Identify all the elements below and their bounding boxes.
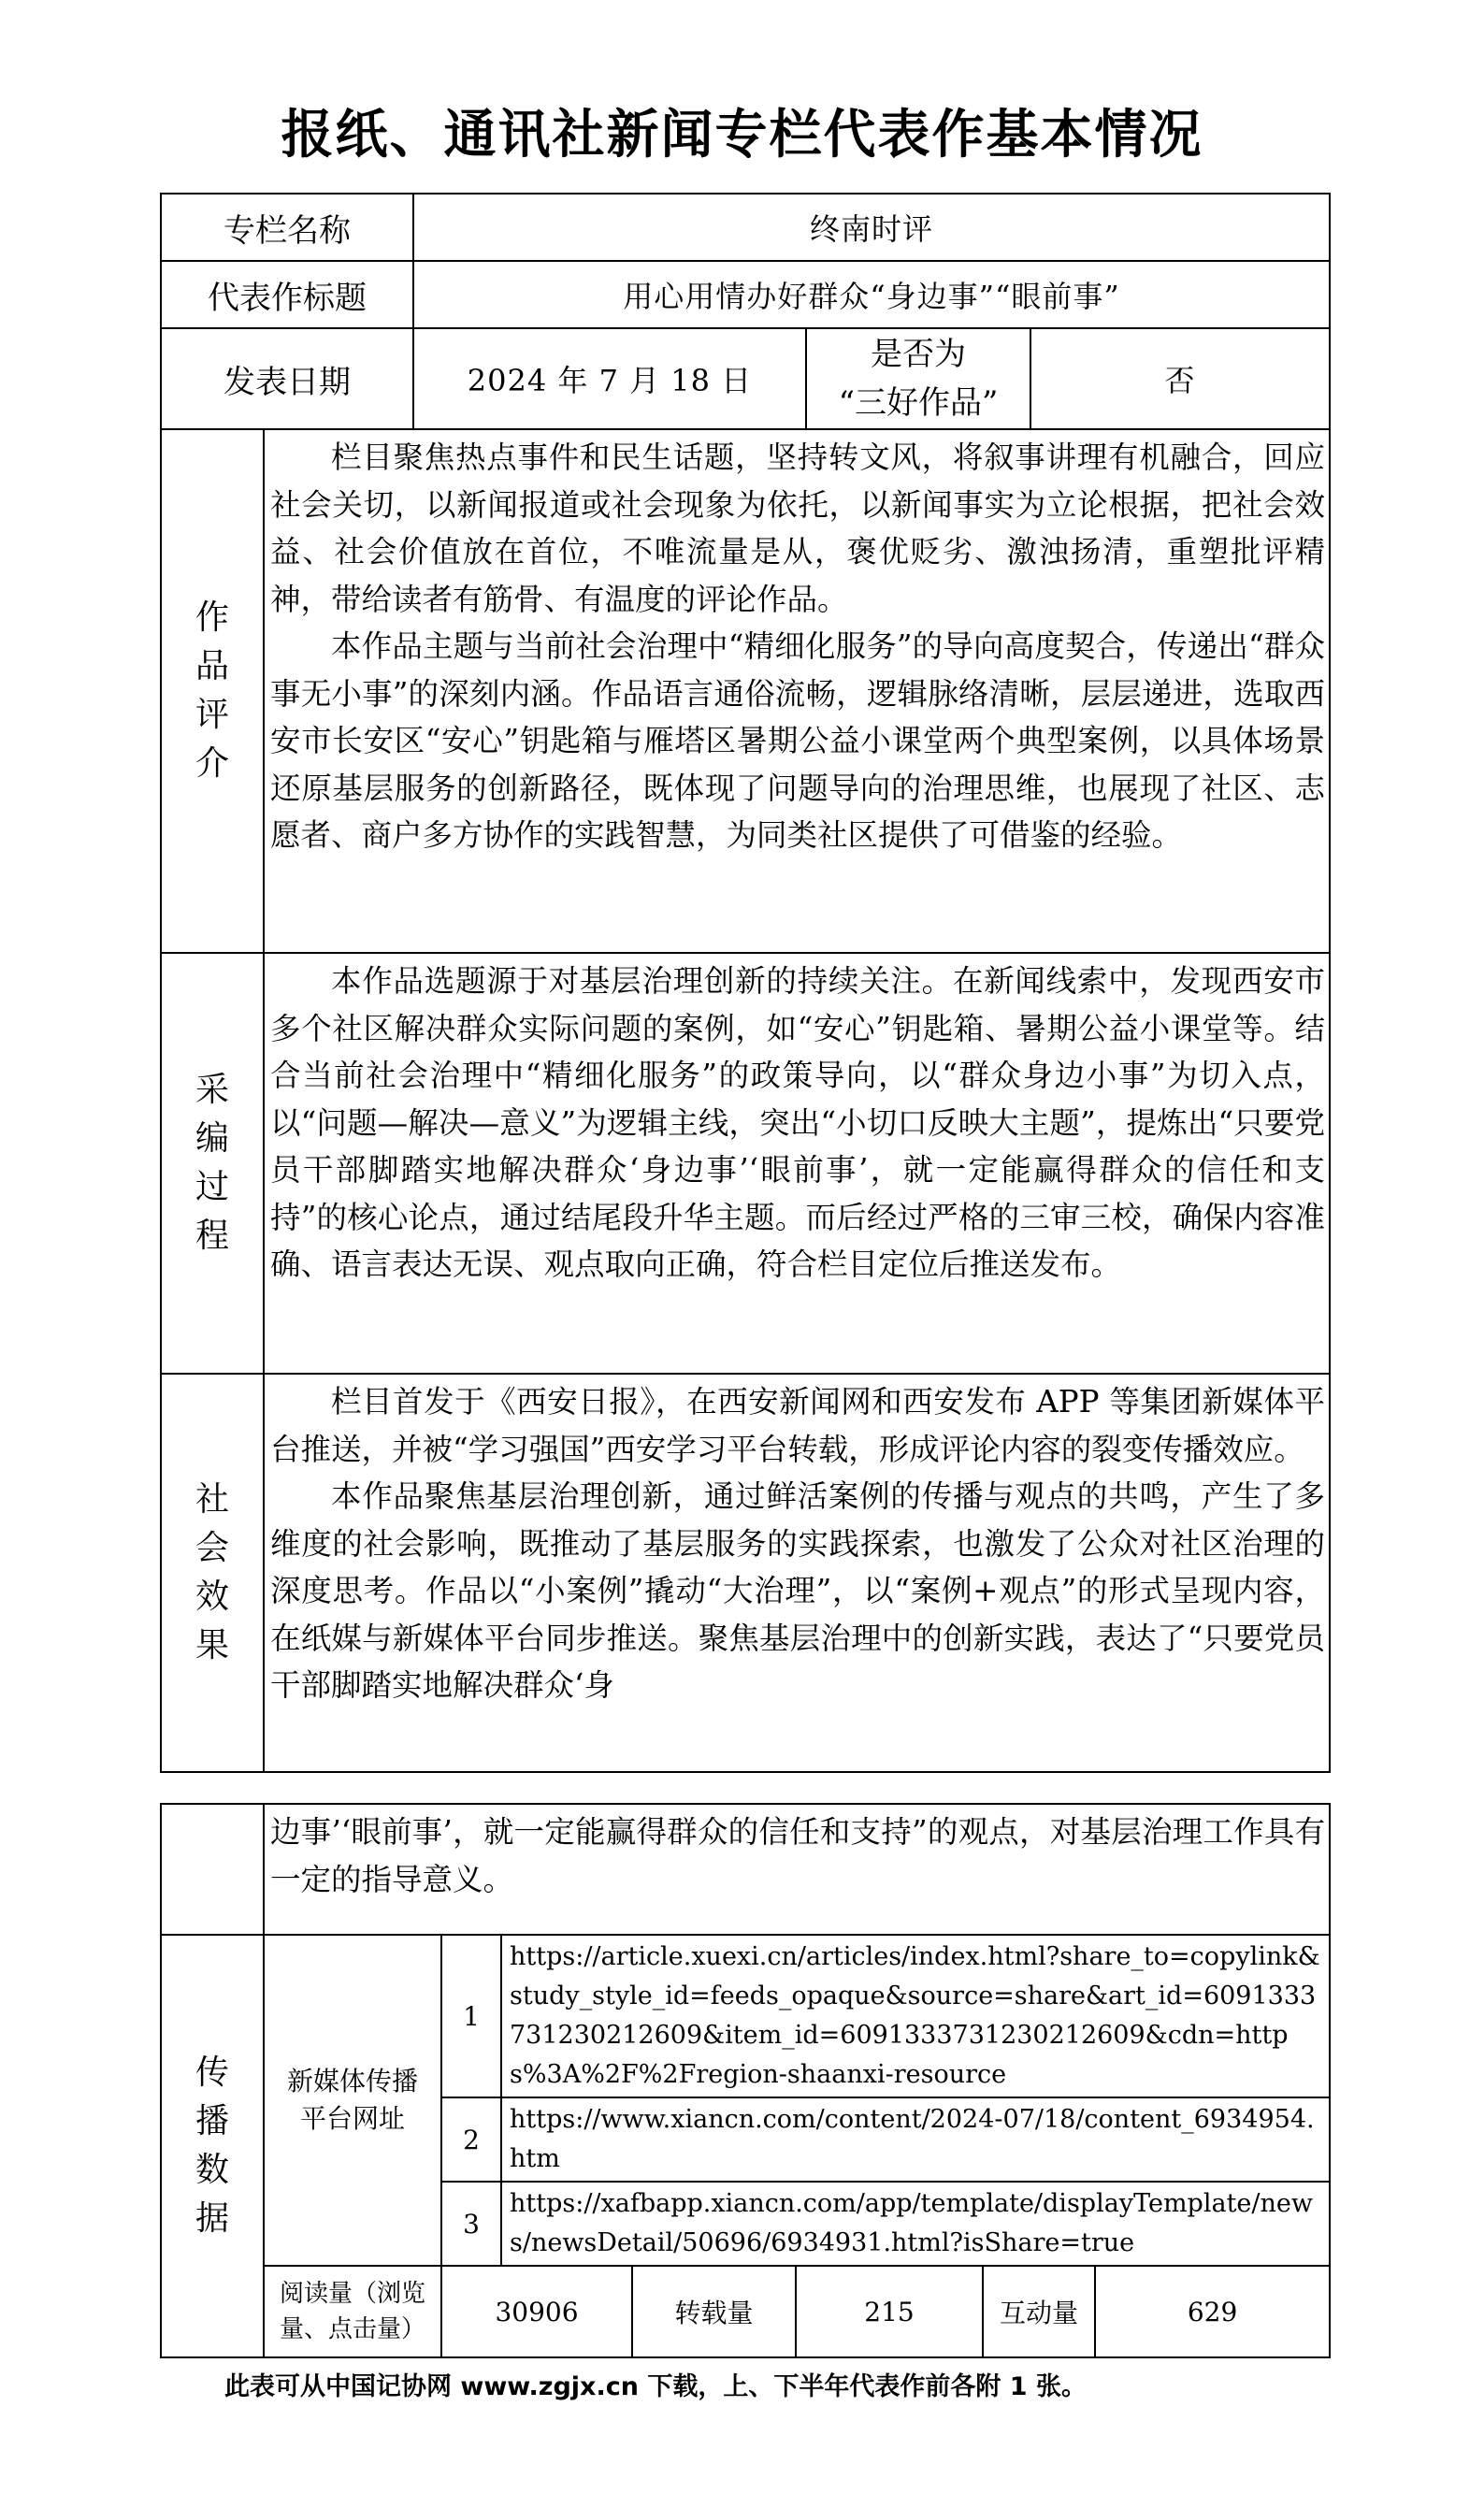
- reposts-value: 215: [796, 2266, 983, 2357]
- spread-label-char: 传: [195, 2053, 229, 2092]
- process-label: [161, 953, 264, 1374]
- url-link[interactable]: https://article.xuexi.cn/articles/index.html?share_to=copylink&study_style_id=feeds_opaque&source=share&art_id=6091333731230212609&item_id=6091333731230212609&cdn=https%3A%2F%2Fregion-shaanxi-resource: [501, 1935, 1330, 2097]
- column-name-value: 终南时评: [413, 194, 1330, 261]
- effect-paragraph: 本作品聚焦基层治理创新，通过鲜活案例的传播与观点的共鸣，产生了多维度的社会影响，既推动了基层服务的实践探索，也激发了公众对社区治理的深度思考。作品以“小案例”撬动“大治理”，以“案例+观点”的形式呈现内容，在纸媒与新媒体平台同步推送。聚焦基层治理中的创新实践，表达了“只要党员干部脚踏实地解决群众‘身: [270, 1478, 1325, 1703]
- url-number: 3: [441, 2182, 501, 2266]
- evaluation-paragraph: 栏目聚焦热点事件和民生话题，坚持转文风，将叙事讲理有机融合，回应社会关切，以新闻报道或社会现象为依托，以新闻事实为立论根据，把社会效益、社会价值放在首位，不唯流量是从，褒优贬劣、激浊扬清，重塑批评精神，带给读者有筋骨、有温度的评论作品。: [270, 440, 1325, 617]
- effect-paragraph: 栏目首发于《西安日报》，在西安新闻网和西安发布 APP 等集团新媒体平台推送，并被“学习强国”西安学习平台转载，形成评论内容的裂变传播效应。: [270, 1384, 1325, 1467]
- reads-label-line1: 阅读量（浏览: [279, 2280, 425, 2308]
- evaluation-label-char: 介: [195, 744, 229, 783]
- effect-continuation: [264, 1804, 1330, 1935]
- evaluation-label-char: 作: [195, 598, 229, 637]
- reads-value: 30906: [441, 2266, 632, 2357]
- process-paragraph: 本作品选题源于对基层治理创新的持续关注。在新闻线索中，发现西安市多个社区解决群众实际问题的案例，如“安心”钥匙箱、暑期公益小课堂等。结合当前社会治理中“精细化服务”的政策导向，以“群众身边小事”为切入点，以“问题—解决—意义”为逻辑主线，突出“小切口反映大主题”，提炼出“只要党员干部脚踏实地解决群众‘身边事’‘眼前事’，就一定能赢得群众的信任和支持”的核心论点，通过结尾段升华主题。而后经过严格的三审三校，确保内容准确、语言表达无误、观点取向正确，符合栏目定位后推送发布。: [270, 963, 1325, 1282]
- effect-label-char: 果: [195, 1626, 229, 1664]
- url-number: 2: [441, 2097, 501, 2182]
- url-link[interactable]: https://xafbapp.xiancn.com/app/template/displayTemplate/news/newsDetail/50696/6934931.html?isShare=true: [501, 2182, 1330, 2266]
- effect-label: [161, 1374, 264, 1772]
- evaluation-label: [161, 429, 264, 953]
- process-label-char: 编: [195, 1119, 229, 1158]
- process-label-char: 程: [195, 1217, 229, 1255]
- evaluation-label-char: 评: [195, 696, 229, 734]
- column-name-label: 专栏名称: [161, 194, 413, 261]
- platform-label-line2: 平台网址: [299, 2103, 405, 2134]
- effect-label-char: 效: [195, 1578, 229, 1616]
- url-number: 1: [441, 1935, 501, 2097]
- evaluation-paragraph: 本作品主题与当前社会治理中“精细化服务”的导向高度契合，传递出“群众事无小事”的深刻内涵。作品语言通俗流畅，逻辑脉络清晰，层层递进，选取西安市长安区“安心”钥匙箱与雁塔区暑期公益小课堂两个典型案例，以具体场景还原基层服务的创新路径，既体现了问题导向的治理思维，也展现了社区、志愿者、商户多方协作的实践智慧，为同类社区提供了可借鉴的经验。: [270, 628, 1325, 853]
- platform-label-line1: 新媒体传播: [286, 2066, 418, 2097]
- url-link[interactable]: https://www.xiancn.com/content/2024-07/18/content_6934954.htm: [501, 2097, 1330, 2182]
- three-good-label-line1: 是否为: [871, 336, 966, 373]
- process-label-char: 过: [195, 1168, 229, 1206]
- continuation-table: [160, 1803, 1331, 2358]
- three-good-label: [806, 328, 1030, 429]
- reads-label: [264, 2266, 441, 2357]
- footer-note: 此表可从中国记协网 www.zgjx.cn 下载，上、下半年代表作前各附 1 张。: [224, 2372, 1087, 2401]
- reads-label-line2: 量、点击量）: [279, 2315, 425, 2343]
- main-table: [160, 193, 1331, 1773]
- rep-title-label: 代表作标题: [161, 261, 413, 328]
- spread-label-char: 据: [195, 2199, 229, 2238]
- spread-label-char: 数: [195, 2151, 229, 2189]
- interactions-value: 629: [1095, 2266, 1330, 2357]
- process-label-char: 采: [195, 1071, 229, 1109]
- pub-date-value: 2024 年 7 月 18 日: [413, 328, 806, 429]
- pub-date-label: 发表日期: [161, 328, 413, 429]
- interactions-label: 互动量: [983, 2266, 1095, 2357]
- evaluation-label-char: 品: [195, 647, 229, 685]
- three-good-label-line2: “三好作品”: [838, 384, 999, 422]
- effect-continuation-text: 边事’‘眼前事’，就一定能赢得群众的信任和支持”的观点，对基层治理工作具有一定的指导意义。: [270, 1814, 1326, 1897]
- effect-text: [264, 1374, 1330, 1772]
- continuation-label-cell: [161, 1804, 264, 1935]
- page-title: 报纸、通讯社新闻专栏代表作基本情况: [281, 105, 1203, 166]
- effect-label-char: 会: [195, 1529, 229, 1567]
- process-text: [264, 953, 1330, 1374]
- three-good-value: 否: [1030, 328, 1330, 429]
- reposts-label: 转载量: [632, 2266, 796, 2357]
- platform-label: [264, 1935, 441, 2266]
- effect-label-char: 社: [195, 1480, 229, 1519]
- rep-title-value: 用心用情办好群众“身边事”“眼前事”: [413, 261, 1330, 328]
- spread-label-char: 播: [195, 2102, 229, 2140]
- spread-label: [161, 1935, 264, 2357]
- evaluation-text: [264, 429, 1330, 953]
